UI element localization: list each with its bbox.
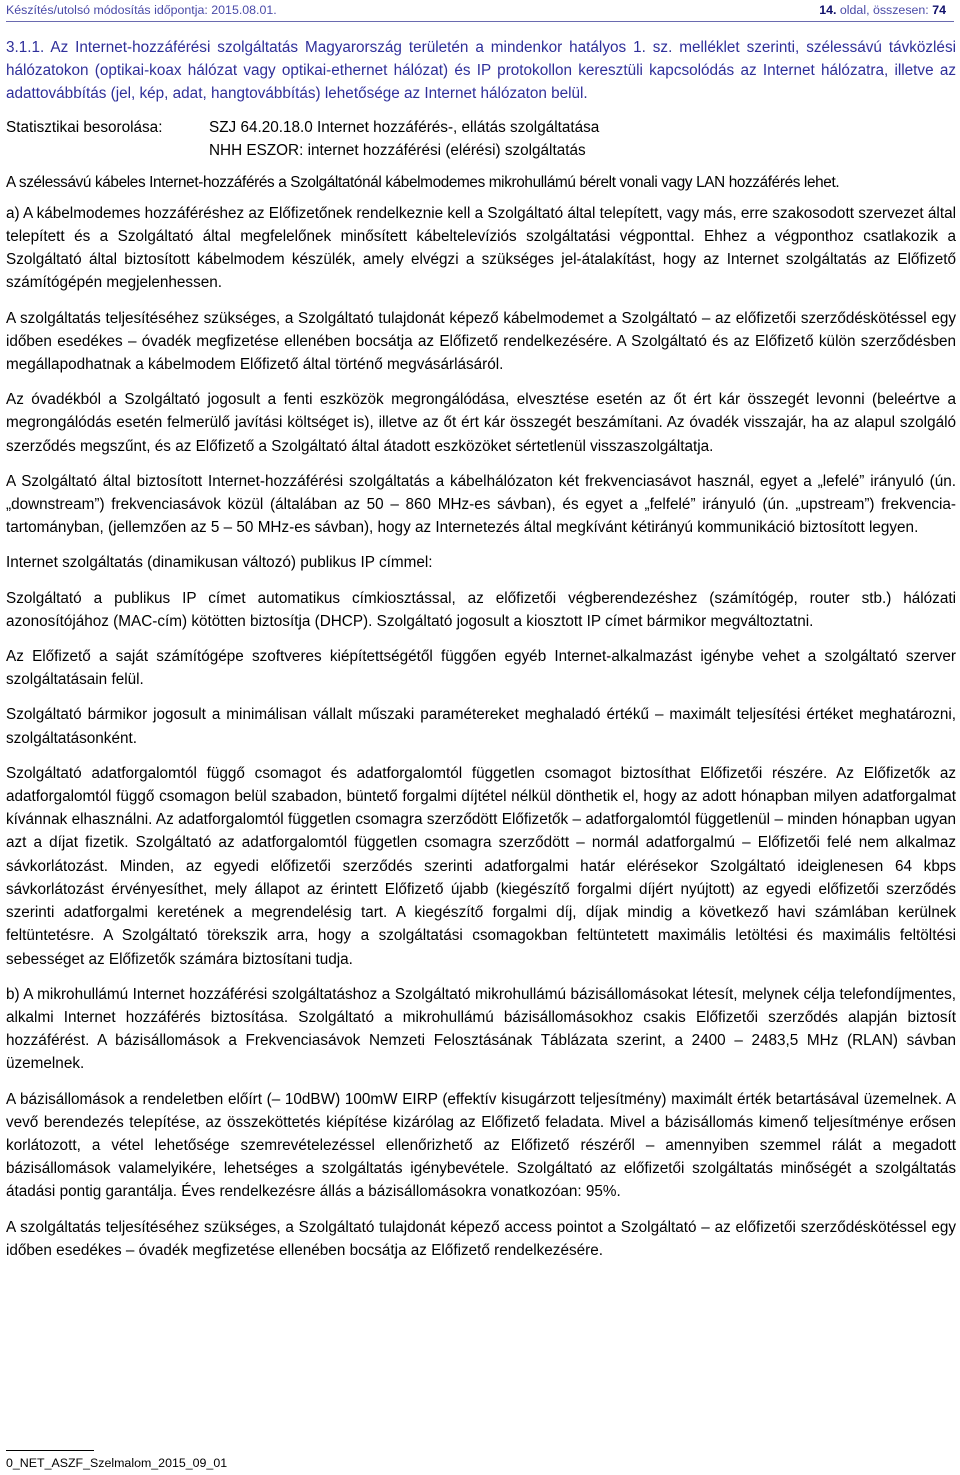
- paragraph: Az Előfizető a saját számítógépe szoftveres kiépítettségétől függően egyéb Internet-alkalmazást igénybe vehet a szolgáltató szerver szolgáltatásain felül.: [6, 648, 956, 689]
- header-page-info: 14. oldal, összesen: 74: [819, 3, 946, 17]
- statistical-classification: [6, 116, 956, 163]
- document-body: [6, 36, 956, 1262]
- stat-line-szj: SZJ 64.20.18.0 Internet hozzáférés-, ellátás szolgáltatása: [209, 118, 600, 136]
- page-header: [6, 0, 954, 20]
- footer-filename: 0_NET_ASZF_Szelmalom_2015_09_01: [6, 1456, 228, 1470]
- stat-line-nhh: NHH ESZOR: internet hozzáférési (elérési) szolgáltatás: [209, 142, 586, 160]
- paragraph: A szolgáltatás teljesítéséhez szükséges, a Szolgáltató tulajdonát képező access pointot a Szolgáltató – az előfizetői szerződéskötéssel egy időben esedékes – óvadék megfizetése ellenében bocsátja az Előfizető rendelkezésére.: [6, 1218, 956, 1259]
- footer-divider: [6, 1450, 94, 1451]
- stat-label: Statisztikai besorolása:: [6, 118, 163, 136]
- paragraph: A bázisállomások a rendeletben előírt (– 10dBW) 100mW EIRP (effektív kisugárzott teljesítmény) maximált érték betartásával üzemelnek. A vevő berendezés telepítése, az összeköttetés kiépítése kizárólag az Előfizető feladata. Mivel a bázisállomás kimenő teljesítménye erősen korlátozott, a vétel lehetősége szemrevételezéssel ellenőrizhető az Előfizető részéről – amennyiben szemmel rálát a megadott bázisállomások valamelyikére, lehetséges a szolgáltatás igénybevétele. Szolgáltató az előfizetői szolgáltatás minőségét a szolgáltatás átadási pontig garantálja. Éves rendelkezésre állás a bázisállomásokra vonatkozóan: 95%.: [6, 1090, 956, 1201]
- paragraph: Szolgáltató bármikor jogosult a minimálisan vállalt műszaki paramétereket meghaladó értékű – maximált teljesítési értéket meghatározni, szolgáltatásonként.: [6, 706, 956, 747]
- header-divider: [6, 21, 954, 22]
- section-title: 3.1.1. Az Internet-hozzáférési szolgáltatás Magyarország területén a mindenkor hatályos 1. sz. melléklet szerinti, szélessávú távközlési hálózatokon (optikai-koax hálózat vagy optikai-ethernet hálózat) és IP protokollon keresztüli kapcsolódás az Internet hálózatra, illetve az adattovábbítás (jel, kép, adat, hangtovábbítás) lehetősége az Internet hálózaton belül.: [6, 39, 956, 103]
- paragraph: Szolgáltató a publikus IP címet automatikus címkiosztással, az előfizetői végberendezéshez (számítógép, router stb.) hálózati azonosítójához (MAC-cím) kötötten biztosítja (DHCP). Szolgáltató jogosult a kiosztott IP címet bármikor megváltoztatni.: [6, 589, 956, 630]
- paragraph: a) A kábelmodemes hozzáféréshez az Előfizetőnek rendelkeznie kell a Szolgáltató által telepített, vagy más, erre szakosodott szervezet által telepített és a Szolgáltató által megfelelőnek minősített kábeltelevíziós szolgáltatási végponttal. Ehhez a végponthoz csatlakozik a Szolgáltató által biztosított kábelmodem készülék, amely elvégzi a szükséges jel-átalakítást, hogy az Internet szolgáltatás az Előfizető számítógépén megjelenhessen.: [6, 204, 956, 292]
- paragraph: Szolgáltató adatforgalomtól függő csomagot és adatforgalomtól független csomagot biztosíthat Előfizetői részére. Az Előfizetők az adatforgalomtól függő csomagon belül szabadon, büntető forgalmi díjtétel nélkül dönthetik el, hogy az adott hónapban milyen adatforgalmat kívánnak elhasználni. Az adatforgalomtól független csomagra szerződött Előfizetők – adatforgalomtól függetlenül – minden hónapban ugyan azt a díjat fizetik. Szolgáltató az adatforgalomtól független csomagra szerződött – normál adatforgalmú – Előfizetői felé nem alkalmaz sávkorlátozást. Minden, az egyedi előfizetői szerződés szerinti adatforgalmi határ elérésekor Szolgáltató ideiglenesen 64 kbps sávkorlátozást érvényesíthet, mely állapot az érintett Előfizető újabb (kiegészítő forgalmi díjért nyújtott) az egyedi előfizetői szerződés szerinti adatforgalmi keretének a megrendelésig tart. A kiegészítő forgalmi díj, díjak mindig a következő havi számlában kerülnek feltüntetésre. A Szolgáltató törekszik arra, hogy a szolgáltatási csomagokban feltüntetett maximális letöltési és maximális feltöltési sebességet az Előfizetők számára biztosítani tudja.: [6, 764, 956, 968]
- paragraph: Internet szolgáltatás (dinamikusan változó) publikus IP címmel:: [6, 554, 433, 572]
- paragraph: Az óvadékból a Szolgáltató jogosult a fenti eszközök megrongálódása, elvesztése esetén az őt ért kár összegét levonni (beleértve a megrongálódás esetén felmerülő javítási költséget is), illetve az őt ért kár összegét beszámítani. Az óvadék visszajár, ha az alapul szolgáló szerződés megszűnt, és az Előfizető a Szolgáltató által átadott eszközöket sértetlenül visszaszolgáltatja.: [6, 391, 956, 455]
- stat-values: [209, 116, 599, 163]
- paragraph: A Szolgáltató által biztosított Internet-hozzáférési szolgáltatás a kábelhálózaton két frekvenciasávot használ, egyet a „lefelé” irányuló (ún. „downstream”) frekvenciasávok közül (általában az 50 – 860 MHz-es sávban), és egyet a „felfelé” irányuló (ún. „upstream”) frekvencia-tartományban, (jellemzően az 5 – 50 MHz-es sávban), hogy az Internetezés által megkívánt kétirányú kommunikáció biztosított legyen.: [6, 472, 956, 537]
- paragraph: A szélessávú kábeles Internet-hozzáférés a Szolgáltatónál kábelmodemes mikrohullámú bérelt vonali vagy LAN hozzáférés lehet.: [6, 173, 840, 191]
- paragraph: A szolgáltatás teljesítéséhez szükséges, a Szolgáltató tulajdonát képező kábelmodemet a Szolgáltató – az előfizetői szerződéskötéssel egy időben esedékes – óvadék megfizetése ellenében bocsátja az Előfizető rendelkezésére. A Szolgáltató és az Előfizető külön szerződésben megállapodhatnak a kábelmodem Előfizető által történő megvásárlásáról.: [6, 309, 956, 374]
- paragraph: b) A mikrohullámú Internet hozzáférési szolgáltatáshoz a Szolgáltató mikrohullámú bázisállomásokat létesít, melynek célja telefondíjmentes, alkalmi Internet hozzáférés biztosítása. Szolgáltató a mikrohullámú bázisállomásokhoz csakis Előfizetői szerződés alapján biztosít hozzáférést. A bázisállomások a Frekvenciasávok Nemzeti Felosztásának Táblázata szerint, a 2400 – 2483,5 MHz (RLAN) sávban üzemelnek.: [6, 985, 956, 1073]
- header-date: Készítés/utolsó módosítás időpontja: 2015.08.01.: [6, 3, 277, 17]
